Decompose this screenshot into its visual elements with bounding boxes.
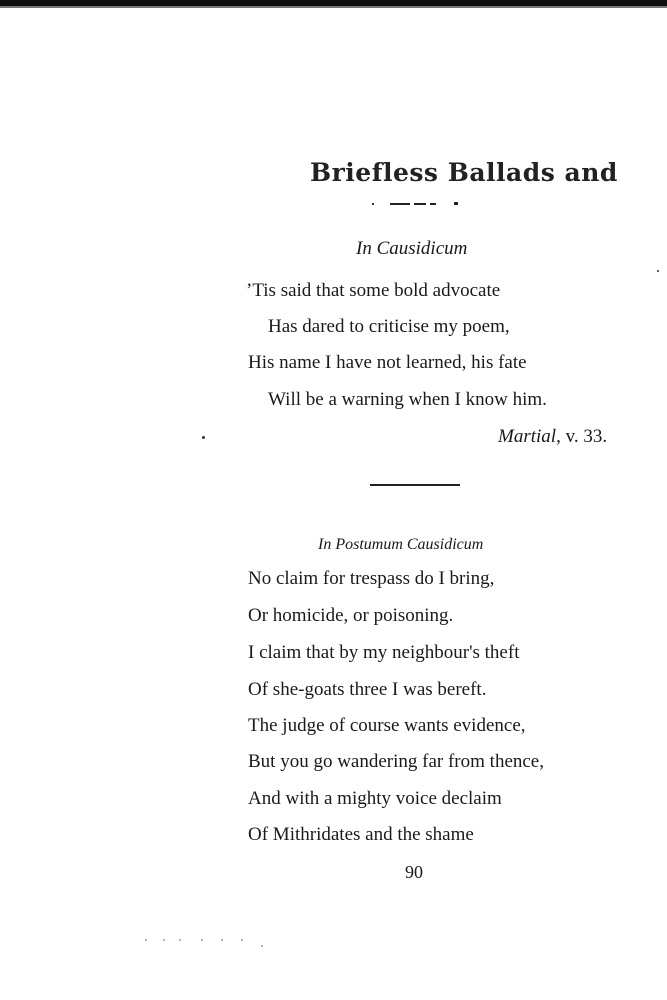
poem2-line: Or homicide, or poisoning.: [248, 605, 454, 626]
scan-speck: [657, 270, 659, 272]
poem2-line: The judge of course wants evidence,: [248, 715, 526, 736]
attribution-author: Martial: [498, 426, 557, 447]
poem2-line: Of she-goats three I was bereft.: [248, 679, 487, 700]
poem2-line: No claim for trespass do I bring,: [248, 568, 495, 589]
poem1-line: His name I have not learned, his fate: [248, 352, 527, 373]
scan-noise: [144, 936, 269, 950]
poem2-line: Of Mithridates and the shame: [248, 824, 474, 845]
poem1-line: Will be a warning when I know him.: [268, 389, 547, 410]
poem1-line: Has dared to criticise my poem,: [268, 316, 510, 337]
poem1-attribution: [498, 426, 607, 448]
poem2-line: I claim that by my neighbour's theft: [248, 642, 520, 663]
poem2-line: But you go wandering far from thence,: [248, 751, 544, 772]
poem1-title: In Causidicum: [356, 238, 468, 259]
attribution-reference: , v. 33.: [556, 426, 608, 447]
poem1-line: ’Tis said that some bold advocate: [246, 280, 501, 301]
page-number: 90: [405, 862, 423, 882]
section-divider: [370, 484, 460, 486]
poem2-title: In Postumum Causidicum: [318, 536, 484, 553]
running-header: Briefless Ballads and: [310, 158, 618, 187]
header-ornament: [372, 200, 462, 210]
scan-speck: [202, 436, 205, 439]
scan-edge-shadow: [0, 6, 667, 8]
poem2-line: And with a mighty voice declaim: [248, 788, 502, 809]
